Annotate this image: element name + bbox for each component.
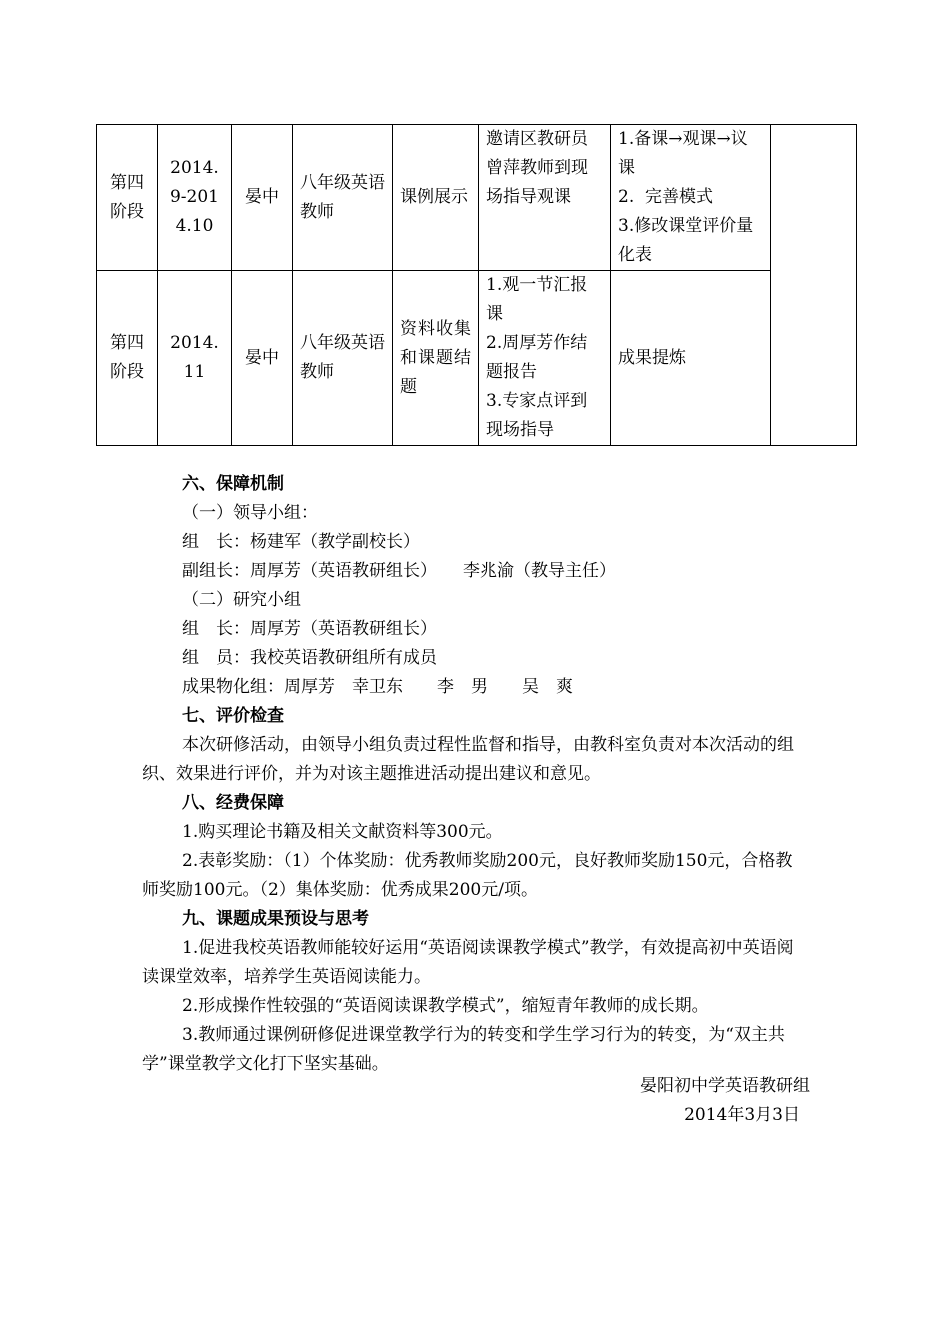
date-cell: 2014.9-2014.10	[158, 125, 232, 271]
members-line: 组 员：我校英语教研组所有成员	[182, 648, 437, 668]
section-title: 八、经费保障	[182, 793, 284, 813]
place-cell: 晏中	[232, 271, 293, 446]
content-cell: 资料收集和课题结题	[393, 271, 479, 446]
vice-leader-line	[142, 557, 802, 586]
result-group-line: 成果物化组：周厚芳 幸卫东 李 男 吴 爽	[182, 677, 573, 697]
people-cell: 八年级英语教师	[293, 271, 393, 446]
result-line: 2. 完善模式	[618, 187, 714, 207]
result-cell	[611, 125, 771, 271]
method-line: 1.观一节汇报课	[486, 275, 588, 324]
signature-date: 2014年3月3日	[684, 1105, 800, 1125]
plan-table	[96, 124, 857, 446]
body-text	[142, 470, 802, 1079]
section-title: 六、保障机制	[182, 474, 284, 494]
method-cell: 邀请区教研员曾萍教师到现场指导观课	[479, 125, 611, 271]
method-cell	[479, 271, 611, 446]
result-cell: 成果提炼	[611, 271, 771, 446]
paragraph: 3.教师通过课例研修促进课堂教学行为的转变和学生学习行为的转变，为“双主共学”课堂教学文化打下坚实基础。	[142, 1025, 785, 1074]
stage-cell: 第四阶段	[97, 125, 158, 271]
section-title: 九、课题成果预设与思考	[182, 909, 369, 929]
table-row	[97, 271, 857, 446]
content-cell: 课例展示	[393, 125, 479, 271]
paragraph: 本次研修活动，由领导小组负责过程性监督和指导，由教科室负责对本次活动的组织、效果进行评价，并为对该主题推进活动提出建议和意见。	[142, 735, 794, 784]
paragraph: 2.表彰奖励：（1）个体奖励：优秀教师奖励200元，良好教师奖励150元，合格教师奖励100元。（2）集体奖励：优秀成果200元/项。	[142, 851, 793, 900]
vice-leader-a: 副组长：周厚芳（英语教研组长）	[182, 561, 437, 581]
signature-org: 晏阳初中学英语教研组	[640, 1076, 810, 1096]
leader-line: 组 长：杨建军（教学副校长）	[182, 532, 420, 552]
vice-leader-b: 李兆渝（教导主任）	[463, 561, 616, 581]
sub-title: （一）领导小组：	[182, 503, 318, 523]
method-line: 2.周厚芳作结题报告	[486, 333, 588, 382]
place-cell: 晏中	[232, 125, 293, 271]
result-line: 3.修改课堂评价量化表	[618, 216, 754, 265]
paragraph: 1.购买理论书籍及相关文献资料等300元。	[182, 822, 503, 842]
table-row	[97, 125, 857, 271]
date-cell: 2014.11	[158, 271, 232, 446]
paragraph: 2.形成操作性较强的“英语阅读课教学模式”，缩短青年教师的成长期。	[182, 996, 709, 1016]
paragraph: 1.促进我校英语教师能较好运用“英语阅读课教学模式”教学，有效提高初中英语阅读课堂效率，培养学生英语阅读能力。	[142, 938, 794, 987]
method-line: 3.专家点评到现场指导	[486, 391, 588, 440]
note-cell	[771, 125, 857, 446]
sub-title: （二）研究小组	[182, 590, 301, 610]
stage-cell: 第四阶段	[97, 271, 158, 446]
people-cell: 八年级英语教师	[293, 125, 393, 271]
result-line: 1.备课→观课→议课	[618, 129, 748, 178]
research-leader-line: 组 长：周厚芳（英语教研组长）	[182, 619, 437, 639]
section-title: 七、评价检查	[182, 706, 284, 726]
